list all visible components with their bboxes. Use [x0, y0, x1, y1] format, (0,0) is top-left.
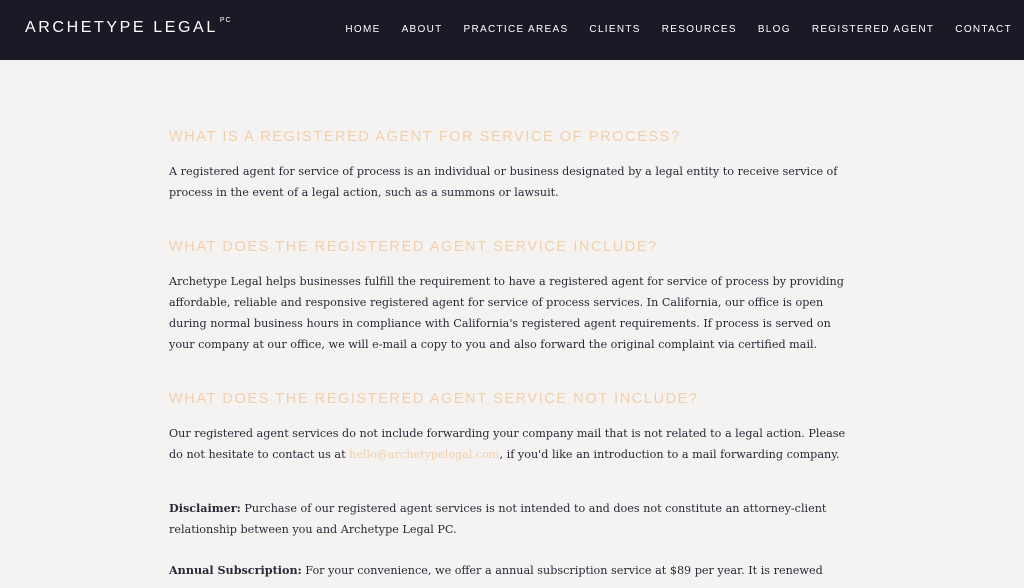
nav-practice-areas[interactable]: PRACTICE AREAS — [463, 24, 569, 35]
section-heading-what-is: WHAT IS A REGISTERED AGENT FOR SERVICE OF PROCESS? — [169, 129, 681, 145]
nav-contact[interactable]: CONTACT — [955, 24, 1012, 35]
annual-subscription-text: For your convenience, we offer a annual subscription service at $89 per year. It is renewed — [301, 564, 823, 577]
nav-resources[interactable]: RESOURCES — [661, 24, 737, 35]
nav-registered-agent[interactable]: REGISTERED AGENT — [811, 24, 935, 35]
annual-subscription-label: Annual Subscription: — [169, 563, 302, 577]
not-include-text-after: , if you'd like an introduction to a mail forwarding company. — [499, 448, 840, 461]
disclaimer-text: Purchase of our registered agent services is not intended to and does not constitute an attorney-client relationship between you and Archetype Legal PC. — [169, 502, 827, 536]
site-logo[interactable] — [25, 16, 232, 37]
main-nav — [324, 24, 1012, 35]
site-header — [0, 0, 1024, 60]
email-link[interactable]: hello@archetypelegal.com — [349, 448, 500, 461]
section-heading-not-include: WHAT DOES THE REGISTERED AGENT SERVICE NOT INCLUDE? — [169, 391, 699, 407]
section-body-not-include — [169, 423, 859, 465]
logo-suffix: PC — [219, 16, 232, 24]
nav-blog[interactable]: BLOG — [757, 24, 791, 35]
not-include-text-before: Our registered agent services do not include forwarding your company mail that is not related to a legal action. Please do not hesitate to contact us at — [169, 427, 846, 461]
section-body-what-is: A registered agent for service of process is an individual or business designated by a legal entity to receive service of process in the event of a legal action, such as a summons or lawsuit. — [169, 165, 838, 199]
nav-about[interactable]: ABOUT — [401, 24, 443, 35]
nav-clients[interactable]: CLIENTS — [589, 24, 641, 35]
disclaimer-paragraph — [169, 498, 859, 540]
section-heading-includes: WHAT DOES THE REGISTERED AGENT SERVICE INCLUDE? — [169, 239, 658, 255]
annual-subscription-paragraph — [169, 560, 859, 581]
nav-home[interactable]: HOME — [345, 24, 381, 35]
section-body-includes: Archetype Legal helps businesses fulfill the requirement to have a registered agent for service of process by providing affordable, reliable and responsive registered agent for service of process services. In California, our office is open during normal business hours in compliance with California's registered agent requirements. If process is served on your company at our office, we will e-mail a copy to you and also forward the original complaint via certified mail. — [169, 275, 844, 351]
logo-text: ARCHETYPE LEGAL — [25, 19, 218, 36]
disclaimer-label: Disclaimer: — [169, 501, 241, 515]
